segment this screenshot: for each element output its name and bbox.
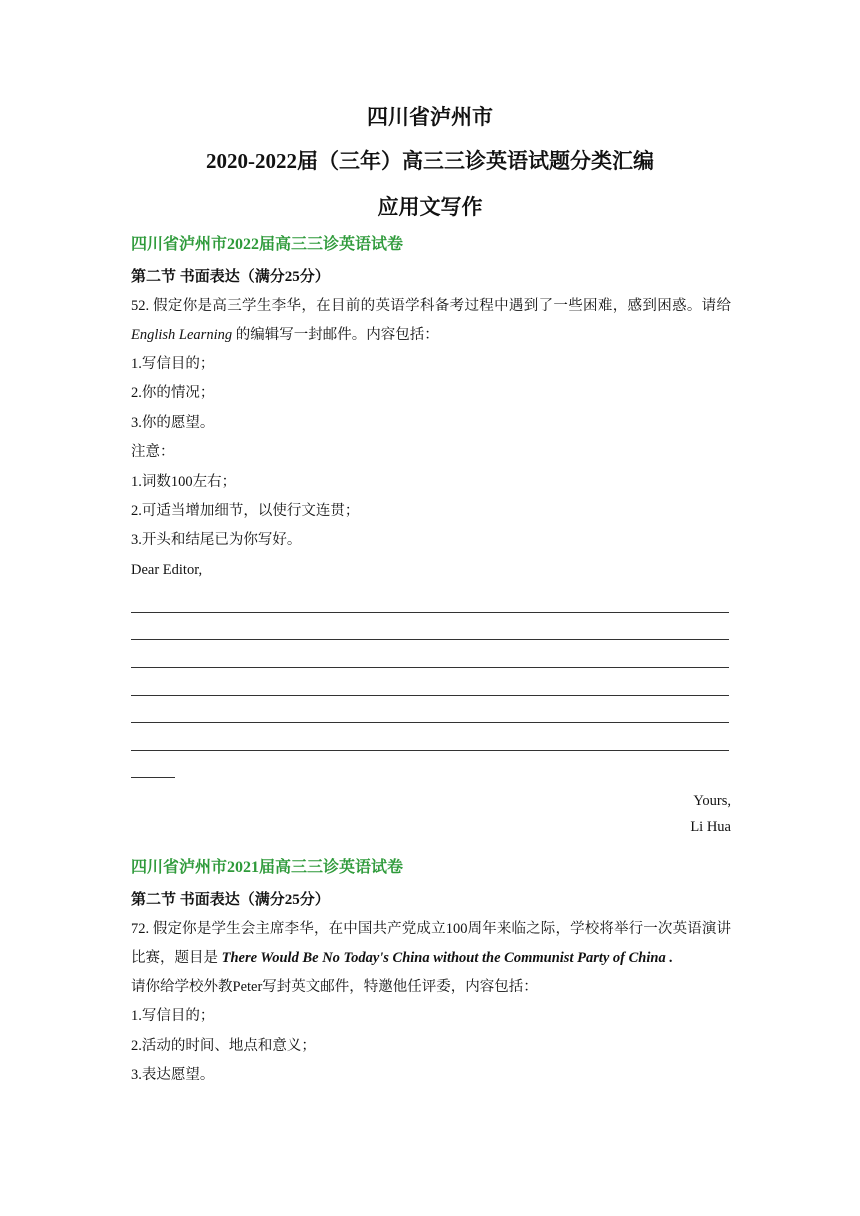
content-item: 3.你的愿望。: [131, 414, 215, 431]
question-text: 72. 假定你是学生会主席李华，在中国共产党成立100周年来临之际，学校将举行一次英语演讲比赛，题目是 There Would Be No Today's China without the Communist Party of China .: [131, 921, 731, 966]
title-topic: 应用文写作: [377, 195, 483, 219]
content-item: 2.你的情况；: [131, 385, 215, 402]
part-heading: 第二节 书面表达（满分25分）: [131, 269, 330, 285]
content-item: 3.表达愿望。: [131, 1067, 215, 1084]
answer-line-short: [131, 751, 175, 778]
answer-line: [131, 613, 729, 641]
content-item: 1.写信目的；: [131, 356, 215, 372]
part-heading: 第二节 书面表达（满分25分）: [131, 892, 330, 908]
section-heading: 四川省泸州市2021届高三三诊英语试卷: [131, 859, 404, 876]
section-2021: [131, 858, 731, 1091]
salutation: Dear Editor,: [131, 561, 203, 578]
question-text: 52. 假定你是高三学生李华，在目前的英语学科备考过程中遇到了一些困难，感到困惑。请给 English Learning 的编辑写一封邮件。内容包括：: [131, 298, 731, 343]
section-2022: [131, 235, 731, 840]
title-region: 四川省泸州市: [367, 105, 493, 129]
document-title: [0, 104, 860, 220]
content-item: 1.写信目的；: [131, 1008, 215, 1025]
note-item: 3.开头和结尾已为你写好。: [131, 532, 302, 549]
answer-line: [131, 640, 729, 668]
answer-line: [131, 668, 729, 696]
signature: Li Hua: [690, 818, 731, 835]
section-heading: 四川省泸州市2022届高三三诊英语试卷: [131, 236, 404, 253]
answer-line: [131, 723, 729, 751]
answer-line: [131, 585, 729, 613]
note-label: 注意：: [131, 444, 175, 461]
note-item: 2.可适当增加细节，以使行文连贯；: [131, 503, 360, 520]
content-item: 2.活动的时间、地点和意义；: [131, 1037, 316, 1054]
title-collection: 2020-2022届（三年）高三三诊英语试题分类汇编: [206, 149, 654, 173]
closing: Yours,: [693, 792, 731, 809]
answer-line: [131, 696, 729, 724]
note-item: 1.词数100左右；: [131, 473, 237, 490]
question-text-cont: 请你给学校外教Peter写封英文邮件，特邀他任评委，内容包括：: [131, 979, 538, 995]
